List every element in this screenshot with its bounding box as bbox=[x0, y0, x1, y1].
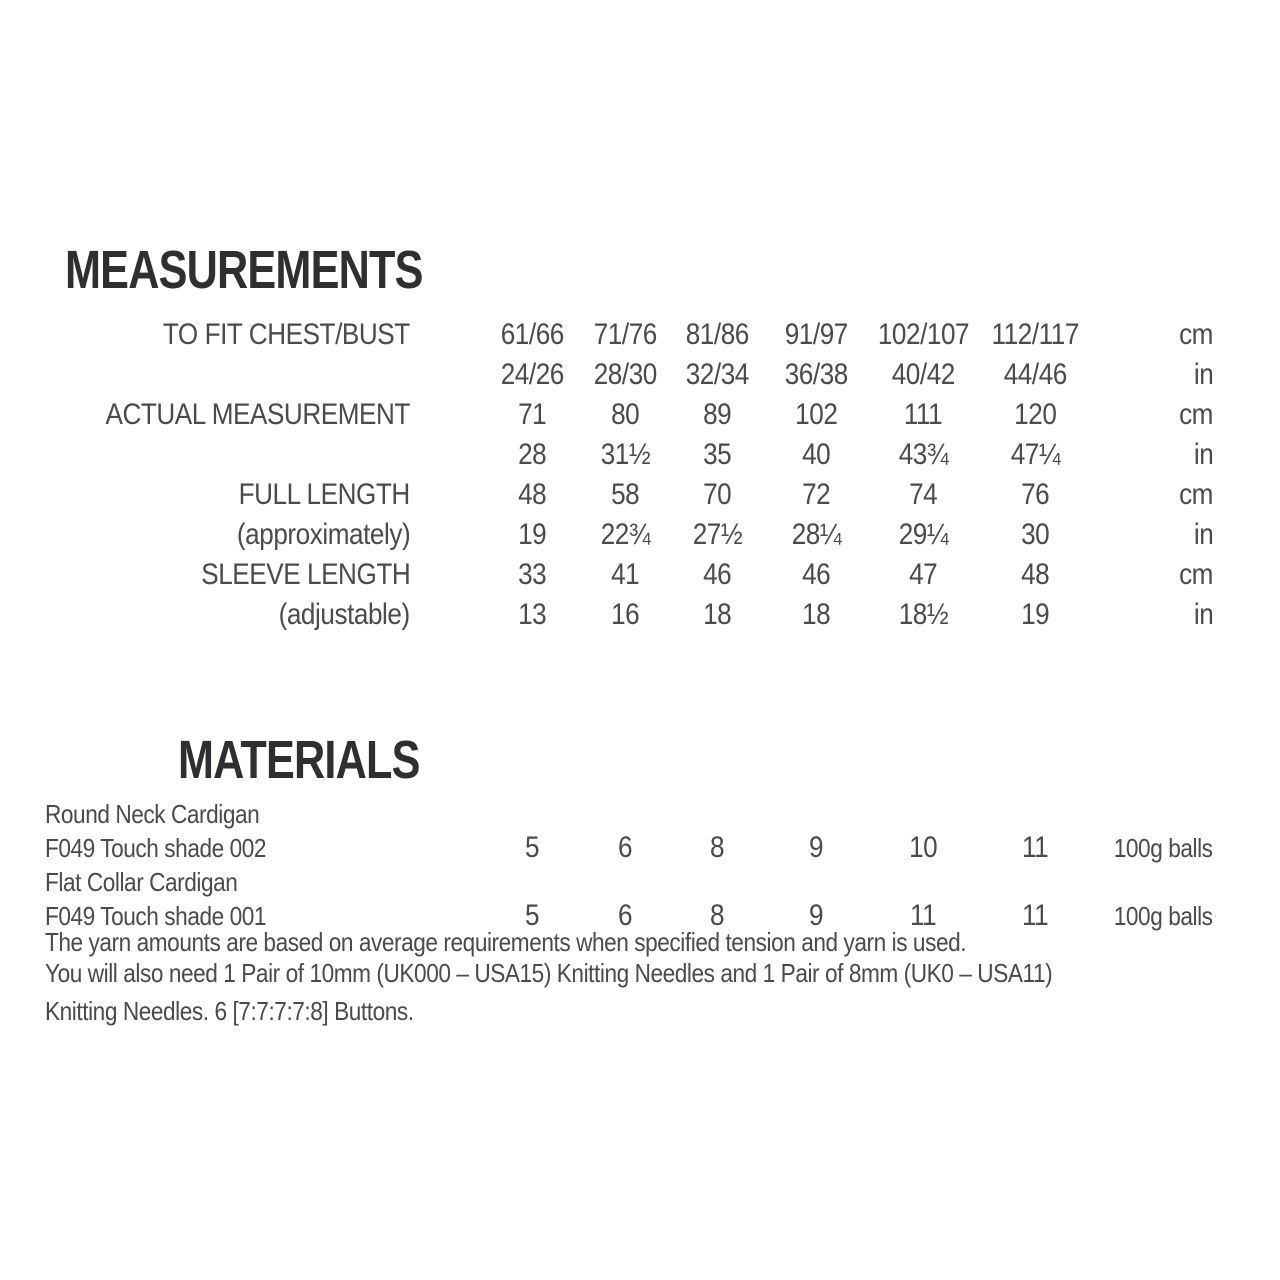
size-value bbox=[978, 315, 1092, 355]
size-value bbox=[978, 475, 1092, 515]
ball-count-value bbox=[580, 865, 670, 899]
size-value-text: 19 bbox=[518, 518, 547, 551]
ball-count-value bbox=[670, 797, 764, 831]
measurement-label bbox=[0, 315, 485, 355]
ball-count-value-text: 11 bbox=[1021, 831, 1049, 864]
unit-label-text: cm bbox=[1179, 318, 1213, 351]
ball-count-value-text: 5 bbox=[525, 899, 540, 932]
size-value-text: 30 bbox=[1020, 518, 1050, 551]
size-value bbox=[670, 355, 764, 395]
measurement-label-text: SLEEVE LENGTH bbox=[200, 558, 410, 591]
size-value-text: 48 bbox=[1020, 558, 1050, 591]
size-value bbox=[580, 435, 670, 475]
size-value bbox=[868, 355, 978, 395]
measurement-row bbox=[0, 515, 1280, 555]
size-value-text: 33 bbox=[518, 558, 547, 591]
ball-count-value bbox=[868, 797, 978, 831]
size-value-text: 16 bbox=[610, 598, 640, 631]
measurement-row bbox=[0, 435, 1280, 475]
ball-count-value-text: 5 bbox=[525, 831, 540, 864]
size-value bbox=[978, 395, 1092, 435]
size-value bbox=[485, 595, 580, 635]
unit-label bbox=[1092, 555, 1280, 595]
size-value-text: 111 bbox=[903, 398, 943, 431]
note-needles-line2: Knitting Needles. 6 [7:7:7:7:8] Buttons. bbox=[45, 996, 414, 1026]
ball-count-value bbox=[580, 831, 670, 865]
size-value bbox=[670, 595, 764, 635]
measurement-row bbox=[0, 355, 1280, 395]
size-value bbox=[868, 395, 978, 435]
size-value-text: 32/34 bbox=[685, 358, 749, 391]
measurement-label bbox=[0, 435, 485, 475]
ball-count-value bbox=[868, 831, 978, 865]
ball-count-value-text: 6 bbox=[617, 831, 633, 864]
size-value-text: 47¼ bbox=[1010, 438, 1060, 471]
size-value-text: 74 bbox=[908, 478, 938, 511]
ball-count-value-text: 8 bbox=[709, 831, 725, 864]
unit-label bbox=[1092, 435, 1280, 475]
measurement-label-text: ACTUAL MEASUREMENT bbox=[105, 398, 410, 431]
size-value-text: 29¼ bbox=[898, 518, 948, 551]
unit-label-text: cm bbox=[1179, 558, 1213, 591]
size-value-text: 24/26 bbox=[500, 358, 565, 391]
size-value bbox=[485, 395, 580, 435]
size-value-text: 91/97 bbox=[784, 318, 848, 351]
material-label-text: F049 Touch shade 001 bbox=[45, 900, 267, 931]
size-value-text: 18 bbox=[801, 598, 831, 631]
ball-count-value-text: 11 bbox=[909, 899, 937, 932]
size-value bbox=[485, 555, 580, 595]
ball-count-value bbox=[978, 865, 1092, 899]
size-value-text: 112/117 bbox=[991, 318, 1079, 351]
size-value bbox=[670, 435, 764, 475]
materials-table bbox=[0, 797, 1280, 933]
ball-count-value-text: 11 bbox=[1021, 899, 1049, 932]
size-value bbox=[868, 435, 978, 475]
size-value bbox=[764, 355, 868, 395]
measurement-label-text: (adjustable) bbox=[278, 598, 410, 631]
size-value bbox=[978, 515, 1092, 555]
material-label-text: Round Neck Cardigan bbox=[45, 798, 260, 829]
unit-label-text: in bbox=[1193, 598, 1213, 631]
ball-count-value-text: 9 bbox=[808, 899, 824, 932]
ball-count-value bbox=[764, 797, 868, 831]
measurement-label bbox=[0, 355, 485, 395]
size-value bbox=[670, 475, 764, 515]
size-value bbox=[978, 435, 1092, 475]
size-value bbox=[580, 395, 670, 435]
size-value-text: 48 bbox=[518, 478, 547, 511]
material-row bbox=[0, 797, 1280, 831]
ball-count-value-text: 8 bbox=[709, 899, 725, 932]
ball-count-value bbox=[485, 865, 580, 899]
size-value bbox=[580, 515, 670, 555]
size-value-text: 70 bbox=[702, 478, 732, 511]
measurement-label bbox=[0, 555, 485, 595]
measurement-label bbox=[0, 475, 485, 515]
ball-count-value bbox=[485, 797, 580, 831]
size-value bbox=[978, 555, 1092, 595]
size-value-text: 76 bbox=[1020, 478, 1050, 511]
size-value-text: 13 bbox=[518, 598, 547, 631]
note-needles-line1: You will also need 1 Pair of 10mm (UK000 – USA15) Knitting Needles and 1 Pair of 8mm (UK0 – USA11) bbox=[45, 958, 1053, 988]
size-value-text: 35 bbox=[702, 438, 732, 471]
ball-count-value-text: 10 bbox=[908, 831, 938, 864]
ball-size-label-text: 100g balls bbox=[1114, 900, 1213, 931]
measurement-row bbox=[0, 475, 1280, 515]
material-row bbox=[0, 831, 1280, 865]
size-value bbox=[485, 355, 580, 395]
size-value-text: 58 bbox=[610, 478, 640, 511]
size-value-text: 46 bbox=[801, 558, 831, 591]
unit-label-text: in bbox=[1193, 518, 1213, 551]
unit-label-text: cm bbox=[1179, 478, 1213, 511]
ball-size-label bbox=[1092, 865, 1280, 899]
size-value bbox=[670, 315, 764, 355]
ball-count-value bbox=[670, 865, 764, 899]
size-value-text: 28 bbox=[518, 438, 547, 471]
measurement-label bbox=[0, 515, 485, 555]
size-value-text: 40 bbox=[801, 438, 831, 471]
size-value bbox=[868, 315, 978, 355]
size-value bbox=[978, 595, 1092, 635]
material-row bbox=[0, 865, 1280, 899]
size-value-text: 71 bbox=[518, 398, 547, 431]
size-value bbox=[868, 515, 978, 555]
size-value bbox=[670, 555, 764, 595]
ball-count-value bbox=[485, 831, 580, 865]
size-value-text: 47 bbox=[908, 558, 938, 591]
unit-label bbox=[1092, 515, 1280, 555]
ball-count-value-text: 6 bbox=[617, 899, 633, 932]
unit-label-text: in bbox=[1193, 358, 1213, 391]
material-label bbox=[0, 797, 485, 831]
measurement-row bbox=[0, 555, 1280, 595]
size-value-text: 80 bbox=[610, 398, 640, 431]
measurement-row bbox=[0, 395, 1280, 435]
unit-label bbox=[1092, 475, 1280, 515]
unit-label bbox=[1092, 395, 1280, 435]
size-value bbox=[485, 515, 580, 555]
size-value-text: 120 bbox=[1013, 398, 1057, 431]
size-value-text: 102/107 bbox=[877, 318, 969, 351]
size-value-text: 22¾ bbox=[600, 518, 650, 551]
unit-label bbox=[1092, 315, 1280, 355]
size-value bbox=[580, 555, 670, 595]
size-value bbox=[764, 515, 868, 555]
size-value bbox=[764, 595, 868, 635]
size-value bbox=[580, 595, 670, 635]
measurement-label-text: FULL LENGTH bbox=[238, 478, 410, 511]
size-value-text: 102 bbox=[794, 398, 838, 431]
unit-label-text: cm bbox=[1179, 398, 1213, 431]
measurement-row bbox=[0, 595, 1280, 635]
ball-count-value-text: 9 bbox=[808, 831, 824, 864]
materials-notes bbox=[45, 927, 1203, 1027]
size-value bbox=[764, 435, 868, 475]
size-value bbox=[764, 315, 868, 355]
measurements-section-title: MEASUREMENTS bbox=[65, 240, 423, 300]
size-value-text: 28¼ bbox=[791, 518, 841, 551]
size-value bbox=[580, 355, 670, 395]
size-value-text: 44/46 bbox=[1003, 358, 1067, 391]
size-value bbox=[764, 555, 868, 595]
measurement-label-text: TO FIT CHEST/BUST bbox=[163, 318, 410, 351]
size-value-text: 31½ bbox=[600, 438, 650, 471]
ball-count-value bbox=[670, 831, 764, 865]
size-value-text: 71/76 bbox=[593, 318, 657, 351]
unit-label-text: in bbox=[1193, 438, 1213, 471]
size-value-text: 89 bbox=[702, 398, 732, 431]
measurement-label bbox=[0, 595, 485, 635]
ball-size-label bbox=[1092, 831, 1280, 865]
unit-label bbox=[1092, 595, 1280, 635]
materials-section-title: MATERIALS bbox=[178, 730, 420, 790]
ball-count-value bbox=[580, 797, 670, 831]
size-value-text: 28/30 bbox=[593, 358, 657, 391]
note-yarn-amounts: The yarn amounts are based on average requirements when specified tension and yarn is used. bbox=[45, 927, 967, 957]
size-value bbox=[485, 435, 580, 475]
size-value-text: 41 bbox=[610, 558, 640, 591]
material-label-text: Flat Collar Cardigan bbox=[45, 866, 238, 897]
material-label bbox=[0, 831, 485, 865]
size-value-text: 19 bbox=[1020, 598, 1050, 631]
size-value bbox=[978, 355, 1092, 395]
size-value-text: 40/42 bbox=[891, 358, 955, 391]
ball-size-label-text: 100g balls bbox=[1114, 832, 1213, 863]
size-value bbox=[868, 475, 978, 515]
size-value-text: 36/38 bbox=[784, 358, 848, 391]
ball-count-value bbox=[978, 797, 1092, 831]
ball-count-value bbox=[978, 831, 1092, 865]
size-value bbox=[485, 315, 580, 355]
size-value bbox=[580, 315, 670, 355]
material-label bbox=[0, 865, 485, 899]
ball-count-value bbox=[868, 865, 978, 899]
ball-count-value bbox=[764, 831, 868, 865]
measurement-label bbox=[0, 395, 485, 435]
material-label-text: F049 Touch shade 002 bbox=[45, 832, 267, 863]
size-value-text: 18 bbox=[702, 598, 732, 631]
size-value-text: 18½ bbox=[898, 598, 948, 631]
measurement-label-text: (approximately) bbox=[236, 518, 410, 551]
size-value-text: 81/86 bbox=[685, 318, 749, 351]
measurement-row bbox=[0, 315, 1280, 355]
size-value bbox=[580, 475, 670, 515]
size-value bbox=[868, 595, 978, 635]
size-value bbox=[670, 515, 764, 555]
size-value-text: 27½ bbox=[692, 518, 742, 551]
size-value-text: 46 bbox=[702, 558, 732, 591]
size-value bbox=[868, 555, 978, 595]
size-value bbox=[670, 395, 764, 435]
size-value-text: 72 bbox=[801, 478, 831, 511]
size-value bbox=[764, 395, 868, 435]
size-value bbox=[764, 475, 868, 515]
ball-count-value bbox=[764, 865, 868, 899]
unit-label bbox=[1092, 355, 1280, 395]
size-value-text: 43¾ bbox=[898, 438, 948, 471]
ball-size-label bbox=[1092, 797, 1280, 831]
size-value-text: 61/66 bbox=[500, 318, 565, 351]
measurements-table bbox=[0, 315, 1280, 635]
size-value bbox=[485, 475, 580, 515]
